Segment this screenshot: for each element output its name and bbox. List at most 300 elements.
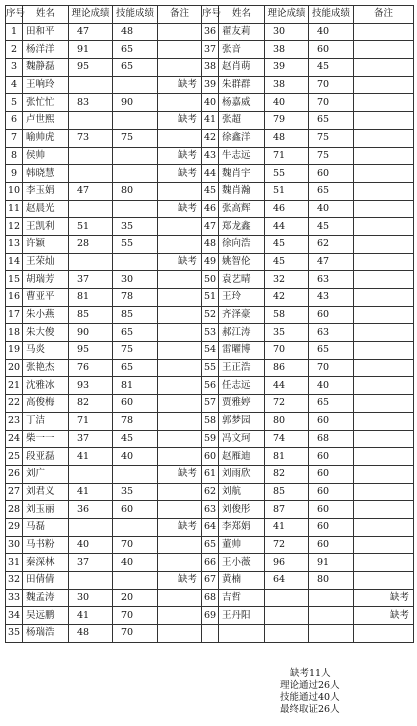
cell-theory: 71 bbox=[69, 412, 113, 430]
table-row bbox=[6, 218, 414, 236]
table-row bbox=[6, 554, 414, 572]
cell-skill: 60 bbox=[113, 501, 158, 519]
cell-name: 沈雅冰 bbox=[23, 377, 69, 395]
cell-no: 23 bbox=[6, 412, 23, 430]
cell-name: 段亚磊 bbox=[23, 448, 69, 466]
cell-no: 15 bbox=[6, 271, 23, 289]
cell-note bbox=[354, 359, 414, 377]
cell-skill: 60 bbox=[309, 483, 354, 501]
cell-note bbox=[354, 572, 414, 590]
cell-skill: 35 bbox=[113, 218, 158, 236]
cell-theory: 41 bbox=[69, 483, 113, 501]
cell-note bbox=[158, 359, 202, 377]
cell-note bbox=[158, 41, 202, 59]
cell-theory: 48 bbox=[69, 625, 113, 643]
table-row bbox=[6, 536, 414, 554]
cell-skill: 40 bbox=[309, 200, 354, 218]
table-row bbox=[6, 271, 414, 289]
cell-skill: 60 bbox=[309, 306, 354, 324]
cell-theory: 38 bbox=[265, 76, 309, 94]
cell-no: 55 bbox=[202, 359, 219, 377]
cell-skill: 60 bbox=[309, 412, 354, 430]
cell-name: 刘俊彤 bbox=[219, 501, 265, 519]
cell-name: 赵晨光 bbox=[23, 200, 69, 218]
cell-skill: 70 bbox=[309, 359, 354, 377]
cell-name: 郭梦园 bbox=[219, 412, 265, 430]
header-theory-left: 理论成绩 bbox=[69, 6, 113, 24]
cell-name: 王正浩 bbox=[219, 359, 265, 377]
cell-theory: 44 bbox=[265, 377, 309, 395]
cell-name: 魏肖宇 bbox=[219, 165, 265, 183]
cell-skill: 80 bbox=[113, 182, 158, 200]
cell-skill bbox=[309, 625, 354, 643]
cell-no: 59 bbox=[202, 430, 219, 448]
cell-theory: 85 bbox=[265, 483, 309, 501]
table-row bbox=[6, 94, 414, 112]
table-row bbox=[6, 235, 414, 253]
cell-no: 5 bbox=[6, 94, 23, 112]
cell-name bbox=[219, 625, 265, 643]
cell-note bbox=[158, 94, 202, 112]
cell-name: 朱群群 bbox=[219, 76, 265, 94]
header-name-left: 姓名 bbox=[23, 6, 69, 24]
cell-name: 徐向浩 bbox=[219, 235, 265, 253]
cell-no: 48 bbox=[202, 235, 219, 253]
cell-note bbox=[354, 554, 414, 572]
cell-theory: 72 bbox=[265, 395, 309, 413]
cell-name: 王凯利 bbox=[23, 218, 69, 236]
cell-no: 38 bbox=[202, 59, 219, 77]
cell-note: 缺考 bbox=[354, 589, 414, 607]
cell-name: 秦深林 bbox=[23, 554, 69, 572]
summary-certified: 最终取证26人 bbox=[280, 704, 340, 715]
table-row bbox=[6, 465, 414, 483]
cell-theory bbox=[265, 607, 309, 625]
cell-note bbox=[354, 412, 414, 430]
header-note-left: 备注 bbox=[158, 6, 202, 24]
header-skill-right: 技能成绩 bbox=[309, 6, 354, 24]
cell-theory: 91 bbox=[69, 41, 113, 59]
table-row bbox=[6, 200, 414, 218]
cell-theory: 39 bbox=[265, 59, 309, 77]
table-row bbox=[6, 182, 414, 200]
cell-note bbox=[158, 412, 202, 430]
cell-note bbox=[354, 129, 414, 147]
cell-skill: 80 bbox=[309, 572, 354, 590]
cell-name: 张音 bbox=[219, 41, 265, 59]
cell-name: 胡瑞芳 bbox=[23, 271, 69, 289]
cell-note bbox=[354, 625, 414, 643]
cell-note bbox=[158, 625, 202, 643]
cell-no: 6 bbox=[6, 112, 23, 130]
cell-theory: 36 bbox=[69, 501, 113, 519]
cell-theory bbox=[69, 518, 113, 536]
cell-name: 侯帅 bbox=[23, 147, 69, 165]
cell-note: 缺考 bbox=[158, 76, 202, 94]
summary-notes bbox=[280, 668, 340, 716]
cell-theory: 95 bbox=[69, 59, 113, 77]
cell-skill: 45 bbox=[309, 59, 354, 77]
cell-note bbox=[354, 501, 414, 519]
cell-no: 13 bbox=[6, 235, 23, 253]
cell-note bbox=[158, 324, 202, 342]
cell-skill: 40 bbox=[113, 554, 158, 572]
cell-name: 韩晓慧 bbox=[23, 165, 69, 183]
cell-theory: 46 bbox=[265, 200, 309, 218]
table-row bbox=[6, 59, 414, 77]
cell-no: 51 bbox=[202, 289, 219, 307]
cell-note bbox=[158, 235, 202, 253]
cell-theory: 42 bbox=[265, 289, 309, 307]
cell-theory: 41 bbox=[265, 518, 309, 536]
cell-name: 冯文珂 bbox=[219, 430, 265, 448]
cell-note bbox=[354, 253, 414, 271]
cell-name: 曹亚平 bbox=[23, 289, 69, 307]
cell-no: 54 bbox=[202, 342, 219, 360]
table-row bbox=[6, 412, 414, 430]
cell-note bbox=[158, 377, 202, 395]
cell-note bbox=[354, 200, 414, 218]
cell-name: 王小薇 bbox=[219, 554, 265, 572]
cell-skill: 85 bbox=[113, 306, 158, 324]
cell-no: 41 bbox=[202, 112, 219, 130]
table-row bbox=[6, 23, 414, 41]
cell-skill: 60 bbox=[113, 395, 158, 413]
cell-name: 魏静磊 bbox=[23, 59, 69, 77]
cell-skill: 63 bbox=[309, 271, 354, 289]
cell-name: 王玲 bbox=[219, 289, 265, 307]
cell-skill: 65 bbox=[309, 182, 354, 200]
cell-no: 57 bbox=[202, 395, 219, 413]
cell-no: 1 bbox=[6, 23, 23, 41]
cell-skill: 75 bbox=[309, 147, 354, 165]
table-row bbox=[6, 607, 414, 625]
cell-theory: 37 bbox=[69, 271, 113, 289]
table-row bbox=[6, 501, 414, 519]
cell-no: 30 bbox=[6, 536, 23, 554]
cell-note: 缺考 bbox=[158, 200, 202, 218]
cell-no: 45 bbox=[202, 182, 219, 200]
cell-no: 66 bbox=[202, 554, 219, 572]
cell-note: 缺考 bbox=[158, 518, 202, 536]
cell-theory: 82 bbox=[265, 465, 309, 483]
cell-note bbox=[354, 448, 414, 466]
cell-no: 8 bbox=[6, 147, 23, 165]
cell-skill: 75 bbox=[113, 342, 158, 360]
cell-skill: 65 bbox=[309, 342, 354, 360]
cell-no: 44 bbox=[202, 165, 219, 183]
cell-skill: 35 bbox=[113, 483, 158, 501]
cell-note bbox=[158, 23, 202, 41]
cell-name: 魏孟涛 bbox=[23, 589, 69, 607]
cell-no: 47 bbox=[202, 218, 219, 236]
cell-name: 郑龙鑫 bbox=[219, 218, 265, 236]
cell-theory: 82 bbox=[69, 395, 113, 413]
cell-name: 田倩倩 bbox=[23, 572, 69, 590]
cell-no: 9 bbox=[6, 165, 23, 183]
header-row bbox=[6, 6, 414, 24]
cell-skill: 60 bbox=[309, 165, 354, 183]
cell-name: 张超 bbox=[219, 112, 265, 130]
cell-skill: 60 bbox=[309, 518, 354, 536]
cell-no: 17 bbox=[6, 306, 23, 324]
cell-name: 张高辉 bbox=[219, 200, 265, 218]
cell-no: 28 bbox=[6, 501, 23, 519]
cell-skill: 40 bbox=[309, 377, 354, 395]
cell-skill: 68 bbox=[309, 430, 354, 448]
cell-no: 64 bbox=[202, 518, 219, 536]
cell-skill: 40 bbox=[309, 23, 354, 41]
cell-no: 32 bbox=[6, 572, 23, 590]
cell-name: 任志远 bbox=[219, 377, 265, 395]
cell-theory: 64 bbox=[265, 572, 309, 590]
cell-note bbox=[354, 324, 414, 342]
table-row bbox=[6, 430, 414, 448]
cell-name: 柴一一 bbox=[23, 430, 69, 448]
cell-theory bbox=[69, 112, 113, 130]
cell-no: 25 bbox=[6, 448, 23, 466]
cell-skill: 48 bbox=[113, 23, 158, 41]
cell-note bbox=[158, 501, 202, 519]
cell-theory: 35 bbox=[265, 324, 309, 342]
cell-no: 50 bbox=[202, 271, 219, 289]
summary-absent: 缺考11人 bbox=[290, 668, 331, 679]
cell-name: 马炎 bbox=[23, 342, 69, 360]
header-no-left: 序号 bbox=[6, 6, 23, 24]
cell-theory: 81 bbox=[265, 448, 309, 466]
cell-skill bbox=[309, 607, 354, 625]
cell-note bbox=[354, 430, 414, 448]
cell-note bbox=[354, 76, 414, 94]
cell-note bbox=[158, 536, 202, 554]
cell-note: 缺考 bbox=[158, 572, 202, 590]
cell-name: 赵雁迪 bbox=[219, 448, 265, 466]
cell-skill: 62 bbox=[309, 235, 354, 253]
cell-skill bbox=[113, 147, 158, 165]
cell-no: 65 bbox=[202, 536, 219, 554]
cell-skill: 63 bbox=[309, 324, 354, 342]
cell-no: 34 bbox=[6, 607, 23, 625]
cell-no: 46 bbox=[202, 200, 219, 218]
cell-no: 26 bbox=[6, 465, 23, 483]
table-row bbox=[6, 395, 414, 413]
cell-name: 王响玲 bbox=[23, 76, 69, 94]
cell-note bbox=[354, 235, 414, 253]
cell-name: 杨瑞浩 bbox=[23, 625, 69, 643]
table-row bbox=[6, 147, 414, 165]
cell-name: 贾雅婷 bbox=[219, 395, 265, 413]
cell-name: 王荣灿 bbox=[23, 253, 69, 271]
cell-skill: 45 bbox=[113, 430, 158, 448]
cell-skill: 60 bbox=[309, 41, 354, 59]
cell-note: 缺考 bbox=[158, 165, 202, 183]
table-row bbox=[6, 377, 414, 395]
cell-skill: 20 bbox=[113, 589, 158, 607]
header-no-right: 序号 bbox=[202, 6, 219, 24]
cell-note bbox=[354, 271, 414, 289]
cell-note bbox=[158, 342, 202, 360]
cell-skill: 60 bbox=[309, 501, 354, 519]
cell-theory: 95 bbox=[69, 342, 113, 360]
cell-name: 吴远鹏 bbox=[23, 607, 69, 625]
cell-no: 53 bbox=[202, 324, 219, 342]
cell-theory: 30 bbox=[265, 23, 309, 41]
cell-theory: 70 bbox=[265, 342, 309, 360]
cell-name: 王丹阳 bbox=[219, 607, 265, 625]
table-row bbox=[6, 589, 414, 607]
table-row bbox=[6, 448, 414, 466]
table-row bbox=[6, 572, 414, 590]
cell-skill bbox=[113, 572, 158, 590]
cell-note bbox=[354, 536, 414, 554]
table-row bbox=[6, 41, 414, 59]
cell-theory: 51 bbox=[69, 218, 113, 236]
cell-no: 27 bbox=[6, 483, 23, 501]
cell-note: 缺考 bbox=[158, 147, 202, 165]
table-row bbox=[6, 324, 414, 342]
cell-skill: 60 bbox=[309, 536, 354, 554]
cell-name: 郝江涛 bbox=[219, 324, 265, 342]
table-row bbox=[6, 483, 414, 501]
cell-note bbox=[354, 94, 414, 112]
cell-skill: 55 bbox=[113, 235, 158, 253]
cell-name: 朱大俊 bbox=[23, 324, 69, 342]
cell-theory: 55 bbox=[265, 165, 309, 183]
cell-name: 董帅 bbox=[219, 536, 265, 554]
table-row bbox=[6, 518, 414, 536]
table-row bbox=[6, 112, 414, 130]
cell-theory bbox=[69, 147, 113, 165]
cell-theory: 79 bbox=[265, 112, 309, 130]
cell-name: 田和平 bbox=[23, 23, 69, 41]
cell-theory: 28 bbox=[69, 235, 113, 253]
cell-name: 卢世熙 bbox=[23, 112, 69, 130]
table-row bbox=[6, 359, 414, 377]
cell-note bbox=[158, 554, 202, 572]
cell-no: 36 bbox=[202, 23, 219, 41]
cell-skill: 43 bbox=[309, 289, 354, 307]
cell-no: 58 bbox=[202, 412, 219, 430]
cell-name: 李玉娟 bbox=[23, 182, 69, 200]
cell-note bbox=[158, 306, 202, 324]
cell-no: 24 bbox=[6, 430, 23, 448]
cell-note: 缺考 bbox=[158, 465, 202, 483]
cell-note bbox=[158, 430, 202, 448]
cell-skill bbox=[113, 518, 158, 536]
cell-no: 42 bbox=[202, 129, 219, 147]
cell-note bbox=[354, 395, 414, 413]
cell-theory: 96 bbox=[265, 554, 309, 572]
cell-name: 李郑娟 bbox=[219, 518, 265, 536]
cell-skill bbox=[309, 589, 354, 607]
cell-no: 18 bbox=[6, 324, 23, 342]
cell-theory: 74 bbox=[265, 430, 309, 448]
cell-no: 37 bbox=[202, 41, 219, 59]
cell-name: 徐鑫洋 bbox=[219, 129, 265, 147]
cell-note bbox=[354, 218, 414, 236]
cell-no: 21 bbox=[6, 377, 23, 395]
cell-note bbox=[158, 182, 202, 200]
cell-skill: 65 bbox=[309, 395, 354, 413]
cell-name: 许颖 bbox=[23, 235, 69, 253]
cell-theory bbox=[265, 625, 309, 643]
cell-note bbox=[158, 59, 202, 77]
cell-theory: 47 bbox=[69, 182, 113, 200]
cell-skill: 45 bbox=[309, 218, 354, 236]
cell-theory: 32 bbox=[265, 271, 309, 289]
cell-theory: 73 bbox=[69, 129, 113, 147]
cell-theory bbox=[69, 572, 113, 590]
cell-no: 3 bbox=[6, 59, 23, 77]
cell-theory: 90 bbox=[69, 324, 113, 342]
cell-no: 39 bbox=[202, 76, 219, 94]
cell-note bbox=[354, 465, 414, 483]
cell-skill: 90 bbox=[113, 94, 158, 112]
cell-name: 吉哲 bbox=[219, 589, 265, 607]
cell-skill: 70 bbox=[309, 94, 354, 112]
cell-theory: 76 bbox=[69, 359, 113, 377]
cell-no: 49 bbox=[202, 253, 219, 271]
cell-note bbox=[354, 23, 414, 41]
cell-theory: 47 bbox=[69, 23, 113, 41]
cell-note: 缺考 bbox=[158, 253, 202, 271]
cell-skill: 65 bbox=[309, 112, 354, 130]
cell-skill: 75 bbox=[113, 129, 158, 147]
cell-no: 14 bbox=[6, 253, 23, 271]
cell-skill bbox=[113, 76, 158, 94]
cell-skill: 81 bbox=[113, 377, 158, 395]
cell-no: 52 bbox=[202, 306, 219, 324]
cell-no: 33 bbox=[6, 589, 23, 607]
cell-note bbox=[354, 147, 414, 165]
cell-name: 刘广 bbox=[23, 465, 69, 483]
cell-theory bbox=[265, 589, 309, 607]
cell-skill bbox=[113, 200, 158, 218]
table-body bbox=[6, 23, 414, 642]
cell-skill: 60 bbox=[309, 465, 354, 483]
cell-theory: 40 bbox=[265, 94, 309, 112]
cell-name: 雷曜博 bbox=[219, 342, 265, 360]
summary-theory-pass: 理论通过26人 bbox=[280, 680, 340, 691]
cell-name: 马磊 bbox=[23, 518, 69, 536]
cell-theory: 45 bbox=[265, 235, 309, 253]
cell-name: 赵肖萌 bbox=[219, 59, 265, 77]
cell-name: 杨洋洋 bbox=[23, 41, 69, 59]
cell-skill: 65 bbox=[113, 41, 158, 59]
table-row bbox=[6, 253, 414, 271]
cell-note bbox=[354, 41, 414, 59]
cell-skill: 78 bbox=[113, 412, 158, 430]
cell-name: 魏肖瀚 bbox=[219, 182, 265, 200]
cell-skill: 78 bbox=[113, 289, 158, 307]
cell-no: 68 bbox=[202, 589, 219, 607]
cell-no: 10 bbox=[6, 182, 23, 200]
cell-skill: 65 bbox=[113, 324, 158, 342]
cell-skill: 70 bbox=[113, 625, 158, 643]
cell-theory: 80 bbox=[265, 412, 309, 430]
cell-note bbox=[354, 165, 414, 183]
cell-theory: 58 bbox=[265, 306, 309, 324]
header-skill-left: 技能成绩 bbox=[113, 6, 158, 24]
cell-no: 56 bbox=[202, 377, 219, 395]
cell-theory: 51 bbox=[265, 182, 309, 200]
cell-skill: 91 bbox=[309, 554, 354, 572]
cell-note bbox=[354, 182, 414, 200]
cell-note bbox=[354, 289, 414, 307]
cell-no: 29 bbox=[6, 518, 23, 536]
cell-no: 62 bbox=[202, 483, 219, 501]
table-row bbox=[6, 129, 414, 147]
